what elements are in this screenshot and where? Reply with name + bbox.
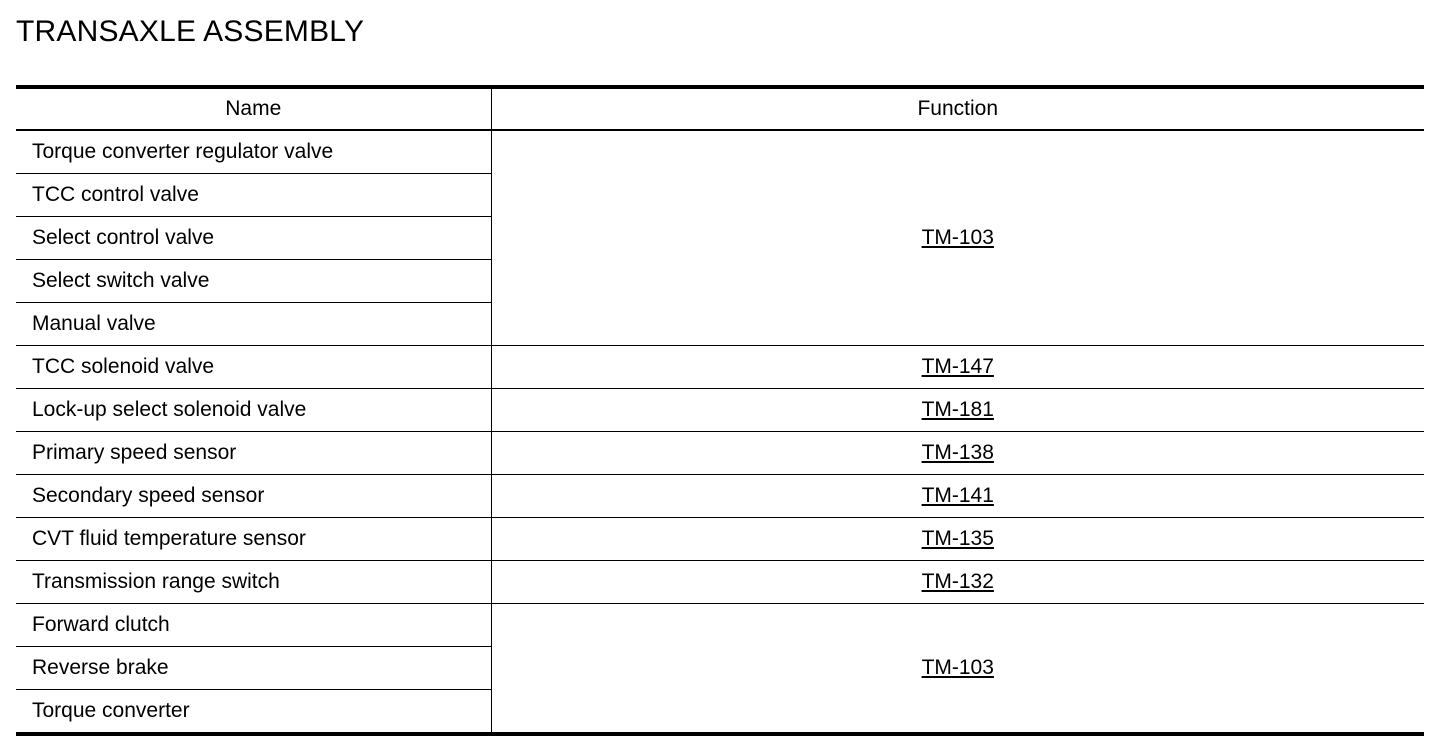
component-name-cell: Secondary speed sensor	[16, 475, 491, 518]
table-row	[16, 475, 1424, 518]
table-row	[16, 432, 1424, 475]
table-row	[16, 518, 1424, 561]
component-name-cell: Transmission range switch	[16, 561, 491, 604]
table-row	[16, 130, 1424, 174]
component-name-cell: Torque converter	[16, 690, 491, 735]
column-header-name: Name	[16, 87, 491, 130]
function-cell	[491, 346, 1424, 389]
function-cell	[491, 432, 1424, 475]
component-name-cell: Reverse brake	[16, 647, 491, 690]
function-cell	[491, 518, 1424, 561]
component-function-table	[16, 85, 1424, 736]
function-reference-link[interactable]: TM-147	[921, 355, 994, 378]
component-name-cell: CVT fluid temperature sensor	[16, 518, 491, 561]
component-name-cell: Torque converter regulator valve	[16, 130, 491, 174]
function-cell	[491, 475, 1424, 518]
function-reference-link[interactable]: TM-141	[921, 484, 994, 507]
function-reference-link[interactable]: TM-103	[921, 226, 994, 249]
table-row	[16, 346, 1424, 389]
component-name-cell: Primary speed sensor	[16, 432, 491, 475]
table-row	[16, 604, 1424, 647]
component-name-cell: Select control valve	[16, 217, 491, 260]
function-reference-link[interactable]: TM-132	[921, 570, 994, 593]
function-cell	[491, 389, 1424, 432]
function-reference-link[interactable]: TM-181	[921, 398, 994, 421]
table-row	[16, 389, 1424, 432]
component-name-cell: Manual valve	[16, 303, 491, 346]
table-row	[16, 561, 1424, 604]
function-reference-link[interactable]: TM-135	[921, 527, 994, 550]
column-header-function: Function	[491, 87, 1424, 130]
table-header-row	[16, 87, 1424, 130]
section-title: TRANSAXLE ASSEMBLY	[16, 15, 365, 48]
function-reference-link[interactable]: TM-138	[921, 441, 994, 464]
function-cell	[491, 130, 1424, 346]
component-name-cell: Select switch valve	[16, 260, 491, 303]
function-reference-link[interactable]: TM-103	[921, 656, 994, 679]
function-cell	[491, 561, 1424, 604]
component-name-cell: Forward clutch	[16, 604, 491, 647]
component-name-cell: TCC control valve	[16, 174, 491, 217]
component-name-cell: Lock-up select solenoid valve	[16, 389, 491, 432]
function-cell	[491, 604, 1424, 735]
component-name-cell: TCC solenoid valve	[16, 346, 491, 389]
table-body	[16, 130, 1424, 734]
